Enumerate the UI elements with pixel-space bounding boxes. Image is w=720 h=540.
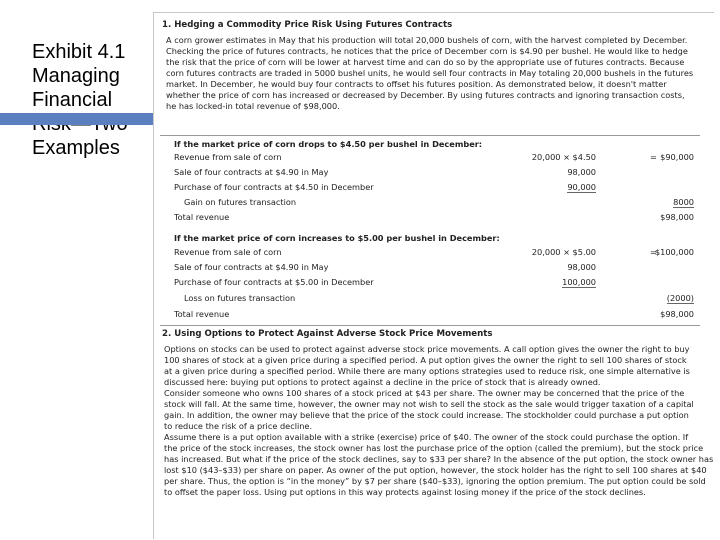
row-calc: 20,000 × $5.00 [531, 247, 596, 257]
table-row [174, 212, 694, 224]
row-label: Total revenue [174, 212, 230, 222]
row-label: Gain on futures transaction [184, 197, 297, 207]
table-row [174, 182, 694, 194]
table-row [174, 262, 694, 274]
section1-heading: 1. Hedging a Commodity Price Risk Using Futures Contracts [162, 20, 453, 30]
table-row [174, 247, 694, 259]
row-calc: 98,000 [567, 262, 596, 272]
paragraph-line: has increased. But what if the price of the stock declines, say to $33 per share? In the absence of the put option, the stock owner has [164, 454, 714, 464]
section2-heading: 2. Using Options to Protect Against Adverse Stock Price Movements [162, 329, 493, 339]
paragraph-line: the price of the stock increases, the stock owner has lost the purchase price of the option (called the premium), but the stock price [164, 443, 704, 453]
row-eq: = [650, 152, 657, 162]
section1-paragraph [166, 35, 693, 112]
paragraph-line: A corn grower estimates in May that his production will total 20,000 bushels of corn, with the harvest completed by December. [166, 35, 688, 45]
row-label: Loss on futures transaction [184, 293, 296, 303]
paragraph-line: per share. Thus, the option is “in the money” by $7 per share ($40–$33), ignoring the option premium. The put option could be sold [164, 476, 706, 486]
table-row [174, 197, 694, 209]
row-amount: (2000) [666, 293, 694, 303]
row-label: Total revenue [174, 309, 230, 319]
row-label: Purchase of four contracts at $4.50 in December [174, 182, 374, 192]
row-calc: 20,000 × $4.50 [531, 152, 596, 162]
row-calc: 90,000 [567, 182, 596, 192]
row-amount: $98,000 [660, 309, 694, 319]
slide-title-line: Examples [32, 137, 120, 159]
paragraph-line: Options on stocks can be used to protect against adverse stock price movements. A call option gives the owner the right to buy [164, 344, 690, 354]
row-amount: $98,000 [660, 212, 694, 222]
row-amount: $100,000 [654, 247, 694, 257]
paragraph-line: corn futures contracts are traded in 5000 bushel units, he would sell four contracts in May totaling 20,000 bushels in the futures [166, 68, 694, 78]
paragraph-line: lost $10 ($43–$33) per share on paper. As owner of the put option, however, the stock holder has the right to sell 100 shares at $40 [164, 465, 707, 475]
paragraph-line: he has locked-in total revenue of $98,000. [166, 101, 340, 111]
case-a-heading: If the market price of corn drops to $4.50 per bushel in December: [174, 139, 483, 149]
paragraph-line: market. In December, he would buy four contracts to offset his futures position. As demonstrated below, it doesn't matter [166, 79, 667, 89]
slide-title-line: Exhibit 4.1 [32, 41, 126, 63]
row-eq: = [650, 247, 657, 257]
paragraph-line: stock will fall. At the same time, however, the owner may not wish to sell the stock as the sale would trigger taxation of a capital [164, 399, 694, 409]
row-label: Purchase of four contracts at $5.00 in December [174, 277, 374, 287]
paragraph-line: whether the price of corn has increased or decreased by December. By using futures contracts and ignoring transaction costs, [166, 90, 685, 100]
section2-paragraph [164, 344, 713, 498]
table-row [174, 167, 694, 179]
row-label: Revenue from sale of corn [174, 152, 282, 162]
table-row [174, 152, 694, 164]
paragraph-line: gain. In addition, the owner may believe that the price of the stock could increase. The stockholder could purchase a put option [164, 410, 689, 420]
paragraph-line: Consider someone who owns 100 shares of a stock priced at $43 per share. The owner may be concerned that the price of the [164, 388, 685, 398]
row-calc: 98,000 [567, 167, 596, 177]
divider [160, 135, 700, 136]
paragraph-line: 100 shares of stock at a given price during a specified period. A put option gives the owner the right to sell 100 shares of stock [164, 355, 687, 365]
row-amount: 8000 [673, 197, 694, 207]
row-label: Sale of four contracts at $4.90 in May [174, 262, 329, 272]
paragraph-line: Assume there is a put option available with a strike (exercise) price of $40. The owner of the stock could purchase the option. If [164, 432, 689, 442]
slide-title-line: Financial [32, 89, 113, 111]
divider [160, 325, 700, 326]
paragraph-line: Checking the price of futures contracts, he notices that the price of December corn is $4.90 per bushel. He would like to hedge [166, 46, 688, 56]
exhibit-panel [153, 12, 714, 539]
table-row [174, 277, 694, 289]
paragraph-line: the risk that the price of corn will be lower at harvest time and can do so by the appropriate use of futures contracts. Because [166, 57, 685, 67]
row-label: Sale of four contracts at $4.90 in May [174, 167, 329, 177]
slide-title-line: Managing [32, 65, 120, 87]
table-row [174, 293, 694, 305]
slide-title [32, 40, 150, 160]
row-amount: $90,000 [660, 152, 694, 162]
paragraph-line: to reduce the risk of a price decline. [164, 421, 313, 431]
case-b-heading: If the market price of corn increases to $5.00 per bushel in December: [174, 233, 500, 243]
table-row [174, 309, 694, 321]
title-accent-bar [0, 113, 153, 125]
paragraph-line: discussed here: buying put options to protect against a decline in the price of stock that is already owned. [164, 377, 601, 387]
row-label: Revenue from sale of corn [174, 247, 282, 257]
row-calc: 100,000 [562, 277, 596, 287]
paragraph-line: at a given price during a specified period. While there are many options strategies used to reduce risk, one simple alternative is [164, 366, 690, 376]
paragraph-line: to offset the paper loss. Using put options in this way protects against losing money if the price of the stock declines. [164, 487, 646, 497]
